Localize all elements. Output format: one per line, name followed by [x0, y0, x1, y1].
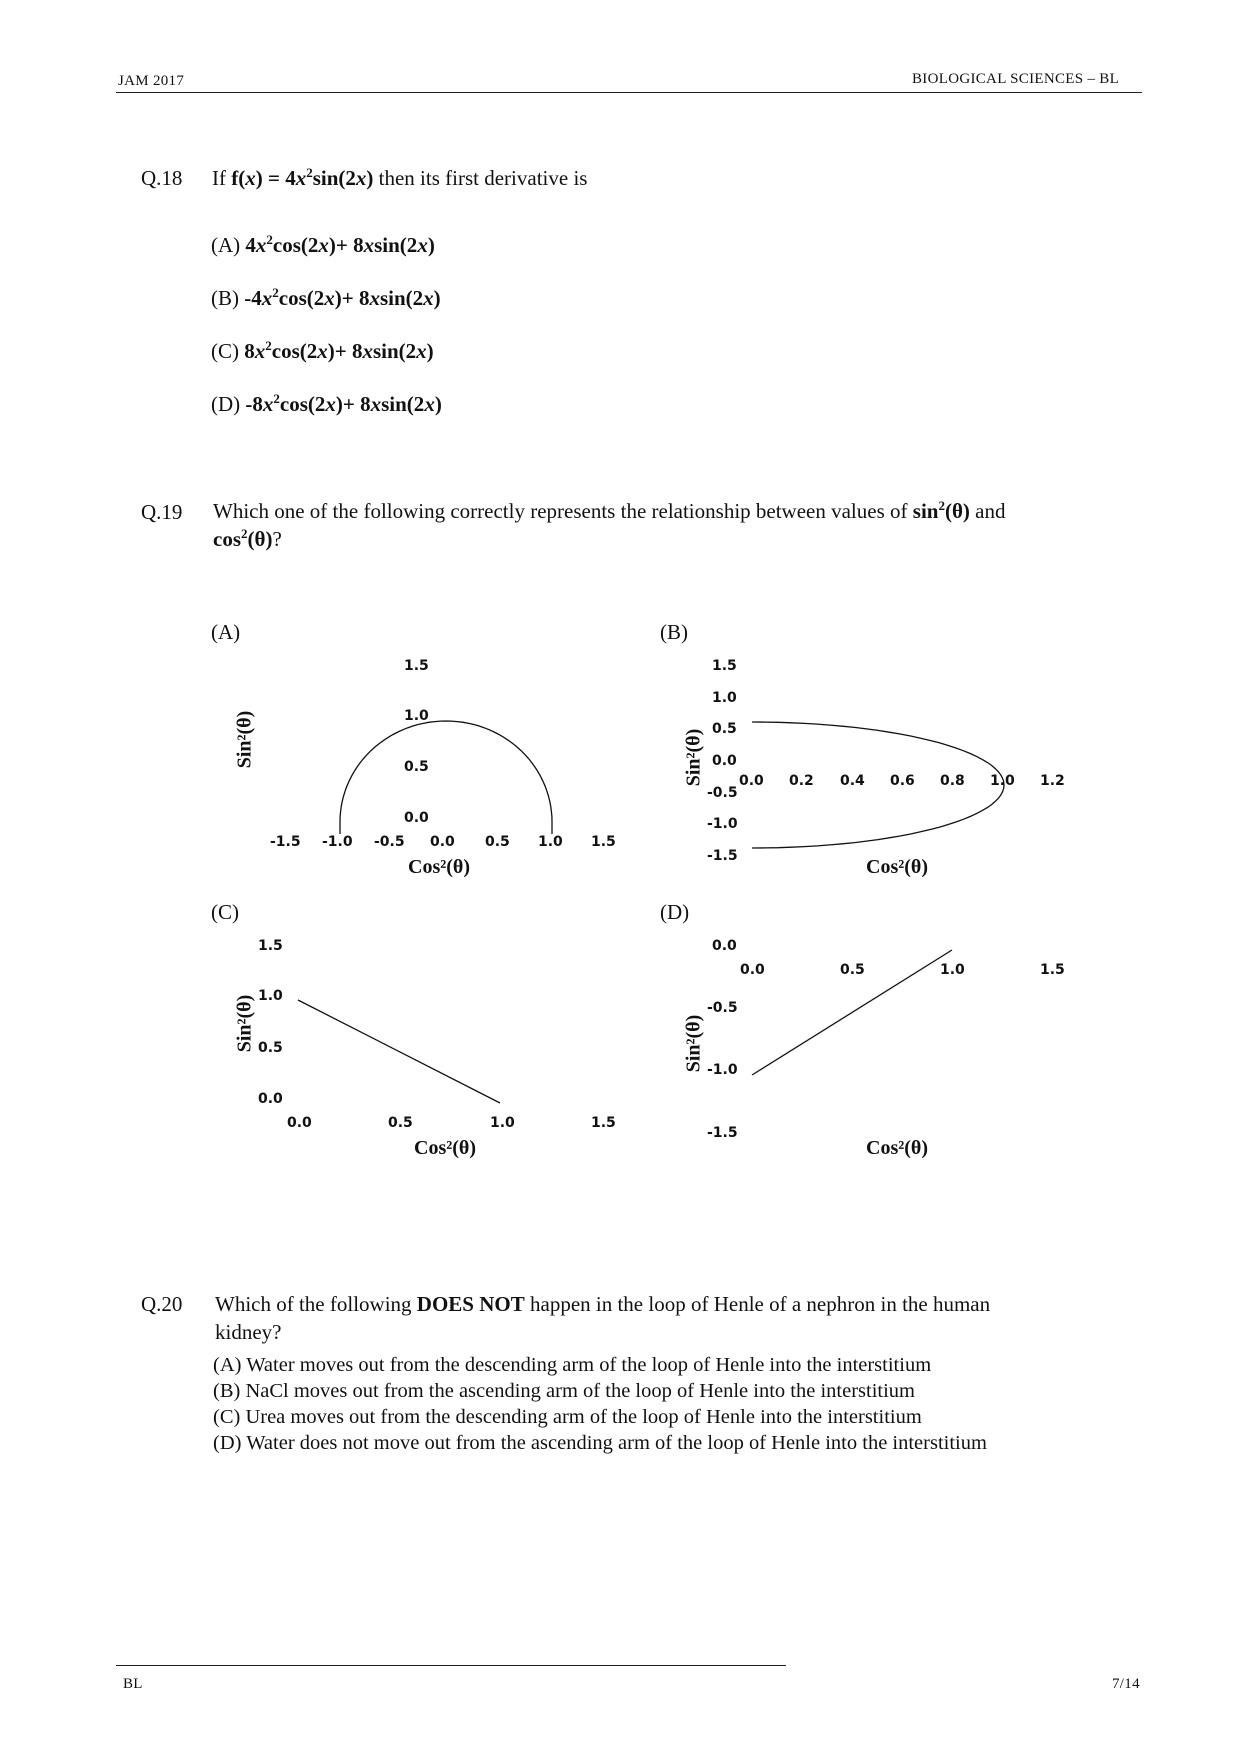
q20-option-d[interactable]: (D) Water does not move out from the ascending arm of the loop of Henle into the interstitium: [213, 1432, 987, 1454]
q20-number: Q.20: [141, 1292, 183, 1316]
q18-option-b[interactable]: (B) $-4x^2\cos(2x)+ 8xsin(2x)$: [211, 285, 441, 310]
chart-c-xtick: 1.5: [591, 1115, 616, 1131]
chart-a-xtick: 0.5: [485, 834, 510, 850]
chart-d-ytick: -0.5: [707, 1000, 738, 1016]
chart-b-xtick: 0.6: [890, 773, 915, 789]
panel-c-label[interactable]: (C): [211, 900, 239, 924]
chart-b-xtick: 0.2: [789, 773, 814, 789]
chart-c-xlabel: Cos²(θ): [414, 1137, 476, 1159]
chart-a-xtick: 0.0: [430, 834, 455, 850]
footer-rule: [116, 1665, 786, 1666]
footer-right: 7/14: [1112, 1676, 1140, 1692]
chart-b-xlabel: Cos²(θ): [866, 856, 928, 878]
q20-stem: Which of the following DOES NOT happen in the loop of Henle of a nephron in the human kidney?: [215, 1292, 991, 1344]
q18-number: Q.18: [141, 166, 183, 190]
panel-a-label[interactable]: (A): [211, 620, 241, 644]
chart-d-ytick: -1.5: [707, 1125, 738, 1141]
q20-options: [213, 1352, 1153, 1456]
chart-b-ylabel: Sin²(θ): [682, 728, 705, 787]
chart-b-ytick: 1.5: [712, 658, 737, 674]
chart-d-xtick: 0.0: [740, 962, 765, 978]
q18-option-d[interactable]: (D) $-8x^2\cos(2x)+ 8xsin(2x)$: [211, 391, 442, 416]
chart-a-ylabel: Sin²(θ): [233, 710, 256, 769]
chart-b-ytick: 1.0: [712, 690, 737, 706]
chart-d-xtick: 1.0: [940, 962, 965, 978]
chart-d-curve: [752, 950, 952, 1075]
chart-a-xtick: -1.5: [270, 834, 301, 850]
chart-d-xtick: 0.5: [840, 962, 865, 978]
chart-a-xtick: -0.5: [374, 834, 405, 850]
chart-a-ytick: 1.5: [404, 658, 429, 674]
chart-d-ylabel: Sin²(θ): [682, 1014, 705, 1073]
chart-d-xtick: 1.5: [1040, 962, 1065, 978]
header-right: BIOLOGICAL SCIENCES – BL: [912, 71, 1120, 87]
q18-option-c[interactable]: (C) $8x^2\cos(2x)+ 8xsin(2x)$: [211, 338, 434, 363]
chart-b-xtick: 1.0: [990, 773, 1015, 789]
chart-b-xtick: 0.8: [940, 773, 965, 789]
panel-b-label[interactable]: (B): [660, 620, 688, 644]
chart-a-ytick: 0.5: [404, 759, 429, 775]
chart-a-ytick: 1.0: [404, 708, 429, 724]
chart-a-xtick: 1.0: [538, 834, 563, 850]
chart-c-xtick: 0.5: [388, 1115, 413, 1131]
q20-option-c[interactable]: (C) Urea moves out from the descending arm of the loop of Henle into the interstitium: [213, 1406, 922, 1428]
chart-b-xtick: 0.0: [739, 773, 764, 789]
panel-d-label[interactable]: (D): [660, 900, 690, 924]
q20-option-a[interactable]: (A) Water moves out from the descending arm of the loop of Henle into the interstitium: [213, 1354, 932, 1376]
chart-c-curve: [298, 1000, 500, 1103]
chart-c-ytick: 1.5: [258, 938, 283, 954]
chart-b-xtick: 0.4: [840, 773, 865, 789]
q20-option-b[interactable]: (B) NaCl moves out from the ascending arm of the loop of Henle into the interstitium: [213, 1380, 915, 1402]
chart-b-ytick: -1.5: [707, 848, 738, 864]
q19-number: Q.19: [141, 500, 183, 524]
chart-d-ytick: 0.0: [712, 938, 737, 954]
chart-d-xlabel: Cos²(θ): [866, 1137, 928, 1159]
chart-a-xtick: -1.0: [322, 834, 353, 850]
q19-stem: Which one of the following correctly represents the relationship between values of $\sin^2(\theta)$ and $\cos^2(\theta)$?: [213, 498, 1006, 551]
chart-b-ytick: 0.0: [712, 753, 737, 769]
header-left: JAM 2017: [118, 73, 185, 89]
chart-b-ytick: 0.5: [712, 721, 737, 737]
chart-a-xlabel: Cos²(θ): [408, 856, 470, 878]
chart-c-ytick: 0.5: [258, 1040, 283, 1056]
chart-c-ytick: 0.0: [258, 1091, 283, 1107]
chart-a-ytick: 0.0: [404, 810, 429, 826]
chart-d-ytick: -1.0: [707, 1062, 738, 1078]
chart-c-ylabel: Sin²(θ): [233, 994, 256, 1053]
footer-left: BL: [123, 1676, 143, 1692]
chart-b-ytick: -1.0: [707, 816, 738, 832]
chart-b-ytick: -0.5: [707, 785, 738, 801]
q18-option-a[interactable]: (A) $4x^2\cos(2x)+ 8xsin(2x)$: [211, 232, 435, 257]
chart-a-curve: [340, 721, 552, 834]
chart-a-xtick: 1.5: [591, 834, 616, 850]
chart-c-xtick: 1.0: [490, 1115, 515, 1131]
chart-b-xtick: 1.2: [1040, 773, 1065, 789]
chart-c-ytick: 1.0: [258, 988, 283, 1004]
chart-c-xtick: 0.0: [287, 1115, 312, 1131]
chart-b-curve: [752, 722, 1004, 848]
q18-stem: If $f(x) = 4x^2\sin(2x)$ then its first derivative is: [212, 165, 588, 190]
